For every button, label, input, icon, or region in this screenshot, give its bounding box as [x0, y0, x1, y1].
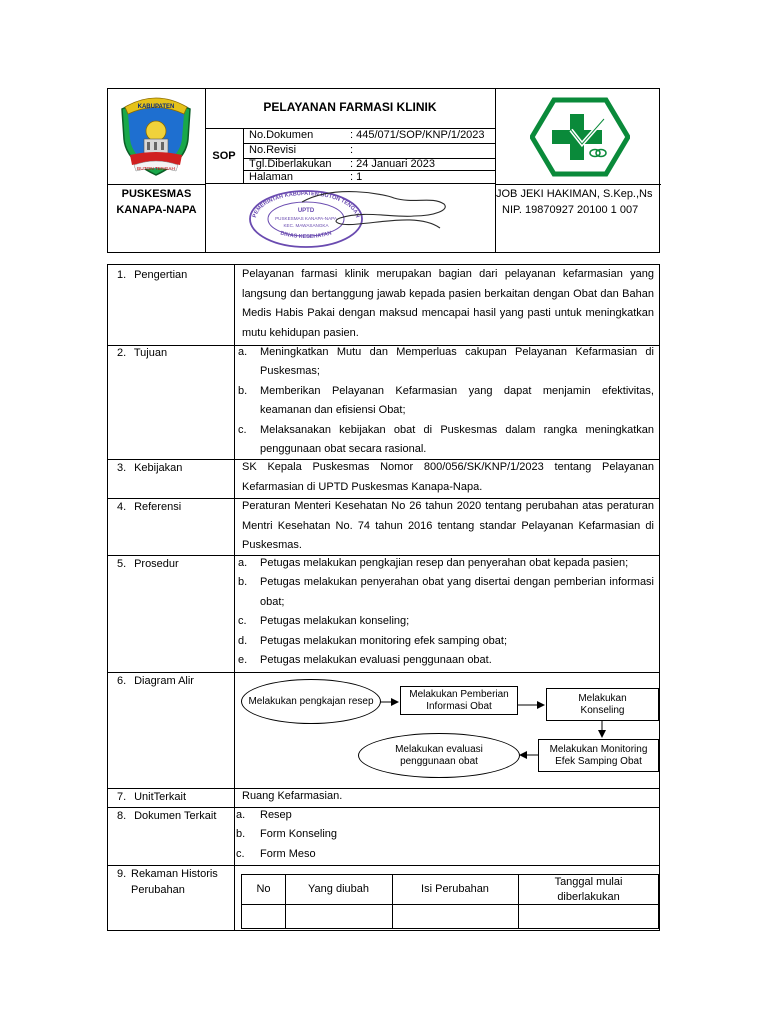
section-title: Pengertian — [134, 269, 188, 281]
section-label-dokumen — [117, 808, 232, 824]
section-number: 7. — [117, 791, 127, 803]
stamp-ring-text: PEMERINTAH KABUPATEN BUTON TENGAH — [252, 190, 360, 219]
section-label-rekaman — [117, 866, 232, 898]
history-col-no: No — [256, 883, 271, 895]
section-title: Referensi — [134, 501, 182, 513]
divider — [205, 183, 495, 184]
sop-header — [107, 88, 660, 253]
history-col-yang-diubah: Yang diubah — [308, 883, 369, 895]
referensi-text: Peraturan Menteri Kesehatan No 26 tahun 2020 tentang perubahan atas peraturan Mentri Kesehatan No. 74 tahun 2016 tentang standar Pelayanan Kefarmasian di Puskesmas. — [242, 500, 654, 551]
section-title: Diagram Alir — [134, 675, 194, 687]
section-number: 8. — [117, 810, 127, 822]
puskesmas-logo — [530, 97, 630, 177]
flow-node-konseling: Melakukan Konseling — [546, 688, 659, 721]
list-text: Petugas melakukan evaluasi penggunaan obat. — [260, 654, 492, 667]
meta-value-no-revisi: : — [350, 144, 354, 156]
sop-label: SOP — [212, 150, 236, 162]
puskesmas-line-1: PUSKESMAS — [121, 188, 192, 200]
stamp-text: PUSKESMAS KANAPA-NAPA — [275, 216, 337, 221]
dokumen-list — [236, 806, 654, 864]
history-col-tanggal: Tanggal mulai diberlakukan — [554, 875, 623, 903]
section-number: 3. — [117, 462, 127, 474]
list-text: Meningkatkan Mutu dan Memperluas cakupan Pelayanan Kefarmasian di Puskesmas; — [260, 346, 654, 378]
list-item — [236, 806, 654, 825]
history-col-isi-perubahan: Isi Perubahan — [421, 883, 489, 895]
kabupaten-logo — [116, 95, 196, 179]
flow-node-pengkajian: Melakukan pengkajan resep — [241, 679, 381, 724]
list-marker: c. — [238, 615, 247, 628]
logo-motto: BUTON TENGAH — [137, 167, 175, 172]
section-number: 4. — [117, 501, 127, 513]
pengertian-text: Pelayanan farmasi klinik merupakan bagian dari pelayanan kefarmasian yang langsung dan bertanggung jawab kepada pasien berkaitan dengan Obat dan Bahan Medis Habis Pakai dengan maksud mencapai hasil yang pasti untuk meningkatkan mutu kehidupan pasien. — [242, 268, 654, 339]
list-marker: b. — [238, 576, 248, 589]
svg-text:PEMERINTAH KABUPATEN BUTON TEN — [252, 191, 360, 218]
signer-block — [496, 186, 653, 218]
list-text: Form Meso — [260, 847, 316, 860]
meta-value-halaman: : 1 — [350, 171, 363, 183]
list-text: Petugas melakukan penyerahan obat yang disertai dengan pemberian informasi obat; — [260, 576, 654, 608]
list-marker: c. — [236, 847, 245, 860]
document-title: PELAYANAN FARMASI KLINIK — [263, 100, 437, 114]
list-text: Petugas melakukan pengkajian resep dan penyerahan obat kepada pasien; — [260, 557, 629, 569]
divider — [243, 128, 244, 184]
section-number: 1. — [117, 269, 127, 281]
list-marker: b. — [236, 828, 246, 841]
list-marker: a. — [238, 346, 248, 358]
section-title: UnitTerkait — [134, 791, 187, 803]
divider — [495, 184, 661, 185]
section-title: Tujuan — [133, 347, 168, 359]
signer-name: JOB JEKI HAKIMAN, S.Kep.,Ns — [496, 188, 653, 200]
meta-value-no-dokumen: : 445/071/SOP/KNP/1/2023 — [350, 129, 485, 141]
stamp-text: KEC. MAWASANGKA — [283, 223, 329, 228]
section-number: 5. — [117, 558, 127, 570]
list-text: Form Konseling — [260, 828, 338, 841]
divider — [108, 184, 205, 185]
list-text: Memberikan Pelayanan Kefarmasian yang dapat menjamin efektivitas, keamanan dan efisiensi Obat; — [260, 384, 654, 417]
list-item — [236, 845, 654, 864]
stamp-ring-text-bottom: DINAS KESEHATAN — [279, 230, 333, 241]
puskesmas-name — [108, 186, 205, 218]
list-text: Petugas melakukan monitoring efek samping obat; — [260, 634, 508, 647]
section-title: Prosedur — [134, 558, 179, 570]
section-number: 6. — [117, 675, 127, 687]
svg-text:DINAS KESEHATAN — [280, 230, 333, 240]
list-marker: d. — [238, 634, 248, 647]
list-text: Petugas melakukan konseling; — [260, 615, 410, 628]
sop-content-table — [107, 264, 660, 931]
meta-label-halaman: Halaman — [249, 171, 294, 183]
flow-node-informasi-obat: Melakukan Pemberian Informasi Obat — [400, 686, 518, 715]
list-marker: a. — [238, 557, 248, 569]
list-marker: e. — [238, 654, 248, 667]
flow-node-monitoring: Melakukan Monitoring Efek Samping Obat — [538, 739, 659, 772]
official-stamp — [244, 188, 464, 250]
meta-label-tgl: Tgl.Diberlakukan — [249, 158, 332, 170]
section-title: Dokumen Terkait — [134, 810, 217, 822]
section-label-unit — [117, 789, 232, 805]
section-title: Kebijakan — [134, 462, 183, 474]
list-marker: c. — [238, 423, 247, 436]
list-marker: b. — [238, 384, 248, 397]
list-text: Melaksanakan kebijakan obat di Puskesmas dalam rangka meningkatkan penggunaan obat secara rasional. — [260, 423, 654, 456]
flow-node-evaluasi: Melakukan evaluasi penggunaan obat — [358, 733, 520, 778]
history-table — [241, 874, 659, 929]
puskesmas-line-2: KANAPA-NAPA — [116, 204, 197, 216]
unit-text: Ruang Kefarmasian. — [242, 790, 343, 802]
list-marker: a. — [236, 809, 246, 821]
meta-label-no-dokumen: No.Dokumen — [249, 129, 314, 141]
meta-value-tgl: : 24 Januari 2023 — [350, 158, 436, 170]
signer-nip: NIP. 19870927 20100 1 007 — [502, 204, 639, 216]
section-number: 2. — [117, 347, 127, 359]
kebijakan-text: SK Kepala Puskesmas Nomor 800/056/SK/KNP/1/2023 tentang Pelayanan Kefarmasian di UPTD Puskesmas Kanapa-Napa. — [242, 461, 654, 493]
section-number: 9. — [117, 868, 127, 880]
list-item — [236, 825, 654, 844]
list-text: Resep — [260, 809, 292, 821]
meta-label-no-revisi: No.Revisi — [249, 144, 297, 156]
divider — [495, 89, 496, 252]
stamp-text: UPTD — [297, 208, 315, 214]
section-title: Rekaman Historis Perubahan — [131, 868, 218, 896]
logo-text: KABUPATEN — [137, 104, 175, 110]
